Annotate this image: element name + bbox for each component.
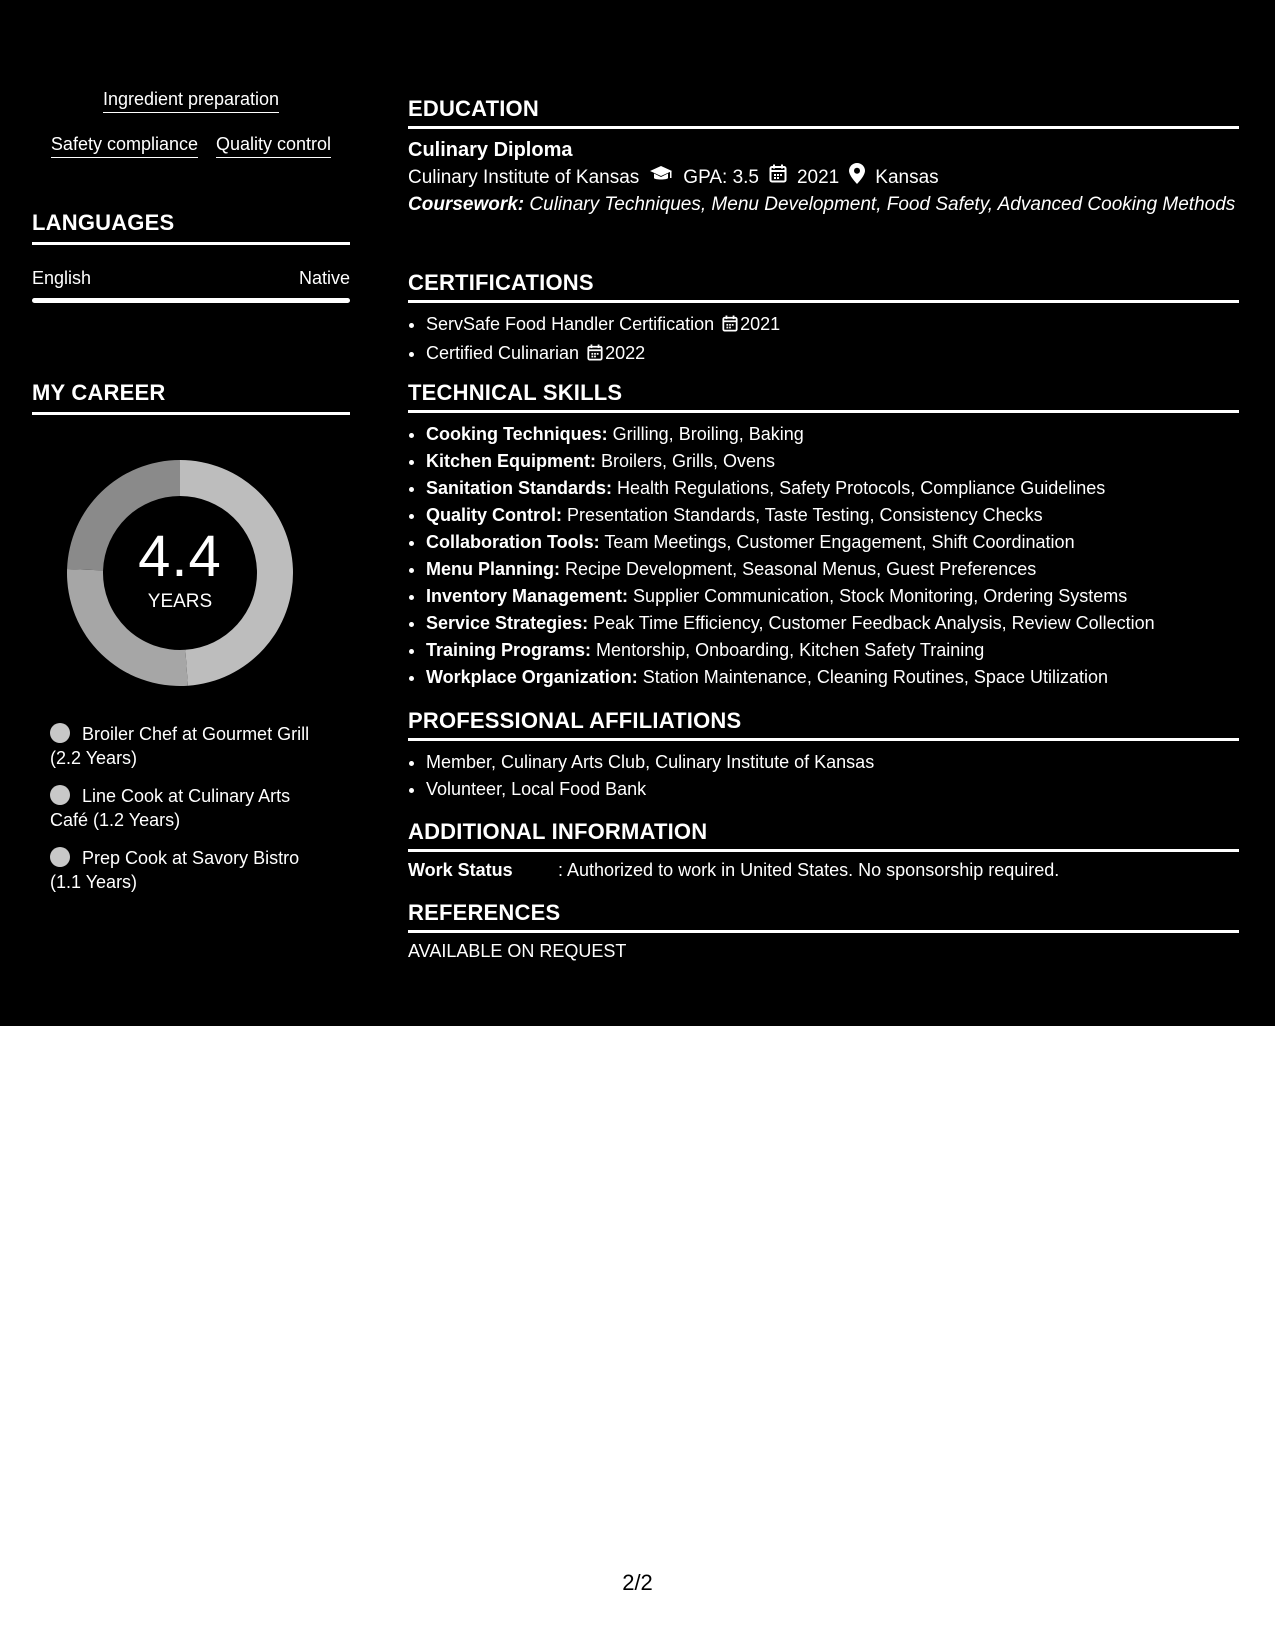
skill-category: Service Strategies: — [426, 613, 589, 633]
coursework-text: Culinary Techniques, Menu Development, Food Safety, Advanced Cooking Methods — [524, 194, 1236, 215]
education-location: Kansas — [875, 167, 939, 188]
certification-item — [426, 311, 1239, 340]
institution-name: Culinary Institute of Kansas — [408, 167, 640, 188]
education-heading: EDUCATION — [408, 96, 1239, 129]
skill-details: Peak Time Efficiency, Customer Feedback Analysis, Review Collection — [588, 613, 1155, 633]
work-status-label: Work Status — [408, 860, 513, 880]
skill-category: Collaboration Tools: — [426, 532, 600, 552]
career-list — [50, 722, 330, 908]
skill-details: Health Regulations, Safety Protocols, Compliance Guidelines — [612, 478, 1106, 498]
gpa: GPA: 3.5 — [683, 167, 759, 188]
skill-details: Station Maintenance, Cleaning Routines, Space Utilization — [637, 667, 1108, 687]
technical-skill-item — [426, 637, 1239, 664]
skill-tag: Safety compliance — [51, 133, 198, 158]
location-pin-icon — [849, 163, 865, 193]
references-heading: REFERENCES — [408, 900, 1239, 933]
certification-item — [426, 340, 1239, 369]
skill-details: Grilling, Broiling, Baking — [607, 424, 804, 444]
references-text: AVAILABLE ON REQUEST — [408, 941, 627, 961]
work-status-row — [408, 860, 1239, 881]
language-level-bar — [32, 298, 350, 303]
career-total — [65, 458, 295, 688]
skill-details: Broilers, Grills, Ovens — [596, 451, 776, 471]
career-item-text: Line Cook at Culinary Arts Café (1.2 Years) — [50, 786, 291, 830]
career-bullet-icon — [50, 847, 70, 867]
career-heading: MY CAREER — [32, 380, 350, 415]
education-section — [408, 96, 1239, 217]
skill-category: Workplace Organization: — [426, 667, 638, 687]
work-status-value: : Authorized to work in United States. No sponsorship required. — [558, 860, 1060, 880]
career-item — [50, 784, 330, 832]
technical-skill-item — [426, 502, 1239, 529]
certifications-heading: CERTIFICATIONS — [408, 270, 1239, 303]
skill-category: Kitchen Equipment: — [426, 451, 596, 471]
affiliations-list — [408, 749, 1239, 803]
additional-info-section — [408, 819, 1239, 881]
calendar-icon — [722, 313, 738, 340]
skill-details: Supplier Communication, Stock Monitoring, Ordering Systems — [628, 586, 1128, 606]
technical-skills-list — [408, 421, 1239, 691]
affiliation-item: • Member, Culinary Arts Club, Culinary Institute of Kansas — [426, 749, 1239, 776]
technical-skill-item — [426, 448, 1239, 475]
degree-title: Culinary Diploma — [408, 139, 573, 161]
career-bullet-icon — [50, 723, 70, 743]
career-item — [50, 722, 330, 770]
career-item-text: Prep Cook at Savory Bistro (1.1 Years) — [50, 848, 300, 892]
skill-category: Cooking Techniques: — [426, 424, 608, 444]
certification-year: 2021 — [740, 314, 781, 334]
skill-category: Quality Control: — [426, 505, 562, 525]
technical-skill-item — [426, 583, 1239, 610]
education-meta — [408, 163, 1239, 193]
language-row — [32, 268, 350, 289]
certifications-list — [408, 311, 1239, 369]
references-section — [408, 900, 1239, 962]
skill-details: Mentorship, Onboarding, Kitchen Safety Training — [591, 640, 985, 660]
skill-details: Presentation Standards, Taste Testing, Consistency Checks — [562, 505, 1043, 525]
technical-skill-item — [426, 556, 1239, 583]
affiliations-heading: PROFESSIONAL AFFILIATIONS — [408, 708, 1239, 741]
career-item — [50, 846, 330, 894]
skill-category: Menu Planning: — [426, 559, 560, 579]
affiliation-item: • Volunteer, Local Food Bank — [426, 776, 1239, 803]
skill-details: Team Meetings, Customer Engagement, Shift Coordination — [599, 532, 1075, 552]
technical-skill-item — [426, 421, 1239, 448]
additional-info-heading: ADDITIONAL INFORMATION — [408, 819, 1239, 852]
certification-name: ServSafe Food Handler Certification — [426, 314, 715, 334]
career-donut-chart — [65, 458, 295, 688]
skill-category: Training Programs: — [426, 640, 592, 660]
graduation-year: 2021 — [796, 167, 840, 188]
skills-row-1 — [32, 88, 350, 113]
certification-name: Certified Culinarian — [426, 343, 580, 363]
coursework — [408, 193, 1239, 217]
career-total-value: 4.4 — [138, 524, 222, 589]
coursework-label: Coursework: — [408, 194, 525, 215]
skills-row-2 — [32, 133, 350, 158]
skill-category: Inventory Management: — [426, 586, 629, 606]
career-total-unit: YEARS — [147, 591, 213, 612]
skill-tag: Quality control — [216, 133, 331, 158]
language-level: Native — [298, 268, 350, 288]
career-bullet-icon — [50, 785, 70, 805]
technical-skill-item — [426, 475, 1239, 502]
calendar-icon — [769, 164, 787, 192]
technical-skill-item — [426, 529, 1239, 556]
technical-skill-item — [426, 610, 1239, 637]
languages-heading: LANGUAGES — [32, 210, 350, 245]
skill-category: Sanitation Standards: — [426, 478, 613, 498]
affiliations-section — [408, 708, 1239, 803]
technical-skills-section — [408, 380, 1239, 691]
language-name: English — [32, 268, 92, 288]
graduation-cap-icon — [649, 164, 673, 192]
technical-skills-heading: TECHNICAL SKILLS — [408, 380, 1239, 413]
certifications-section — [408, 270, 1239, 369]
skill-details: Recipe Development, Seasonal Menus, Guest Preferences — [560, 559, 1037, 579]
technical-skill-item — [426, 664, 1239, 691]
page-number: 2/2 — [622, 1570, 653, 1595]
certification-year: 2022 — [605, 343, 646, 363]
career-item-text: Broiler Chef at Gourmet Grill (2.2 Years) — [50, 724, 310, 768]
calendar-icon — [587, 342, 603, 369]
skill-tag: Ingredient preparation — [103, 88, 279, 113]
